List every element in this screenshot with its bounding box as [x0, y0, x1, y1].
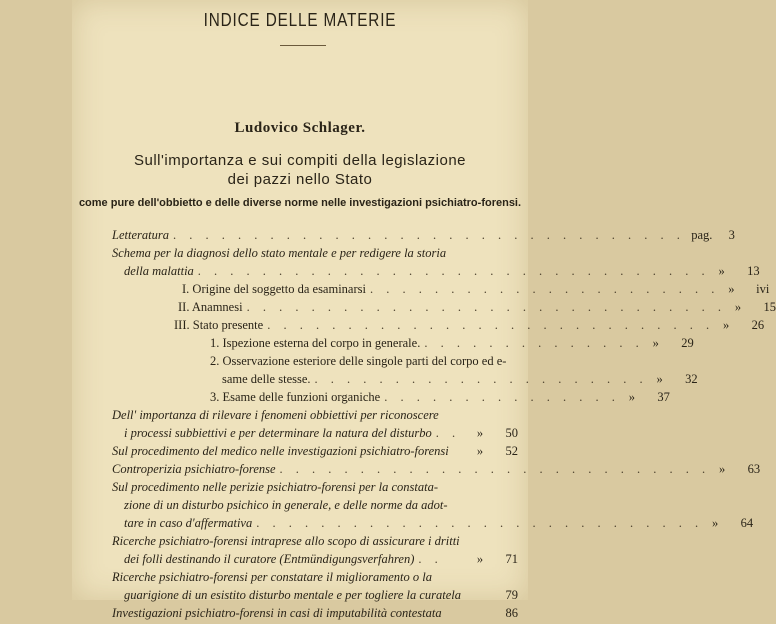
toc-entry: 2. Osservazione esteriore delle singole parti del corpo ed e- — [210, 354, 507, 368]
toc-entry: zione di un disturbo psichico in generale, e delle norme da adot- — [124, 498, 448, 512]
toc-entry: Schema per la diagnosi dello stato mentale e per redigere la storia — [112, 246, 447, 260]
toc-entry: tare in caso d'affermativa . . . . . . . . . . . . . . . . . . . . . . . . . . . . » 64 — [124, 516, 754, 530]
title-divider — [280, 45, 326, 46]
toc-entry: same delle stesse. . . . . . . . . . . . . . . . . . . . . . » 32 — [222, 372, 698, 386]
toc-entry: I. Origine del soggetto da esaminarsi . . . . . . . . . . . . . . . . . . . . . . » ivi — [182, 282, 770, 296]
chapter-title-line-2: dei pazzi nello Stato — [227, 171, 373, 188]
chapter-subtitle: come pure dell'obbietto e delle diverse norme nelle investigazioni psichiatro-forensi. — [78, 197, 522, 209]
toc-entry: Investigazioni psichiatro-forensi in casi di imputabilità contestata 86 — [112, 606, 518, 620]
toc-entry: Ricerche psichiatro-forensi per constatare il miglioramento o la — [112, 570, 432, 584]
toc-entry: guarigione di un esistito disturbo mentale e per togliere la curatela 79 — [124, 588, 518, 602]
toc-entry: III. Stato presente . . . . . . . . . . . . . . . . . . . . . . . . . . . . » 26 — [174, 318, 765, 332]
page-title: INDICE DELLE MATERIE — [203, 10, 397, 30]
toc-entry: Dell' importanza di rilevare i fenomeni obbiettivi per riconoscere — [112, 408, 439, 422]
toc-entry: Sul procedimento nelle perizie psichiatro-forensi per la constata- — [112, 480, 438, 494]
toc-entry: II. Anamnesi . . . . . . . . . . . . . . . . . . . . . . . . . . . . . . » 15 — [178, 300, 776, 314]
toc-entry: 3. Esame delle funzioni organiche . . . . . . . . . . . . . . . » 37 — [210, 390, 670, 404]
chapter-title-line-1: Sull'importanza e sui compiti della legislazione — [133, 152, 467, 169]
toc-entry: dei folli destinando il curatore (Entmündigungsverfahren) . . » 71 — [124, 552, 518, 566]
book-page — [72, 0, 776, 620]
toc-entry: della malattia . . . . . . . . . . . . . . . . . . . . . . . . . . . . . . . . » 13 — [124, 264, 760, 278]
author-name: Ludovico Schlager. — [234, 120, 366, 136]
toc-entry: Ricerche psichiatro-forensi intraprese allo scopo di assicurare i dritti — [112, 534, 460, 548]
toc-entry: i processi subbiettivi e per determinare la natura del disturbo . . » 50 — [124, 426, 518, 440]
toc-entry: 1. Ispezione esterna del corpo in generale. . . . . . . . . . . . . . . » 29 — [210, 336, 694, 350]
toc-entry: Letteratura . . . . . . . . . . . . . . . . . . . . . . . . . . . . . . . . pag. 3 — [112, 228, 735, 242]
toc-entry: Sul procedimento del medico nelle investigazioni psichiatro-forensi » 52 — [112, 444, 518, 458]
toc-entry: Controperizia psichiatro-forense . . . . . . . . . . . . . . . . . . . . . . . . . . . » 63 — [112, 462, 761, 476]
